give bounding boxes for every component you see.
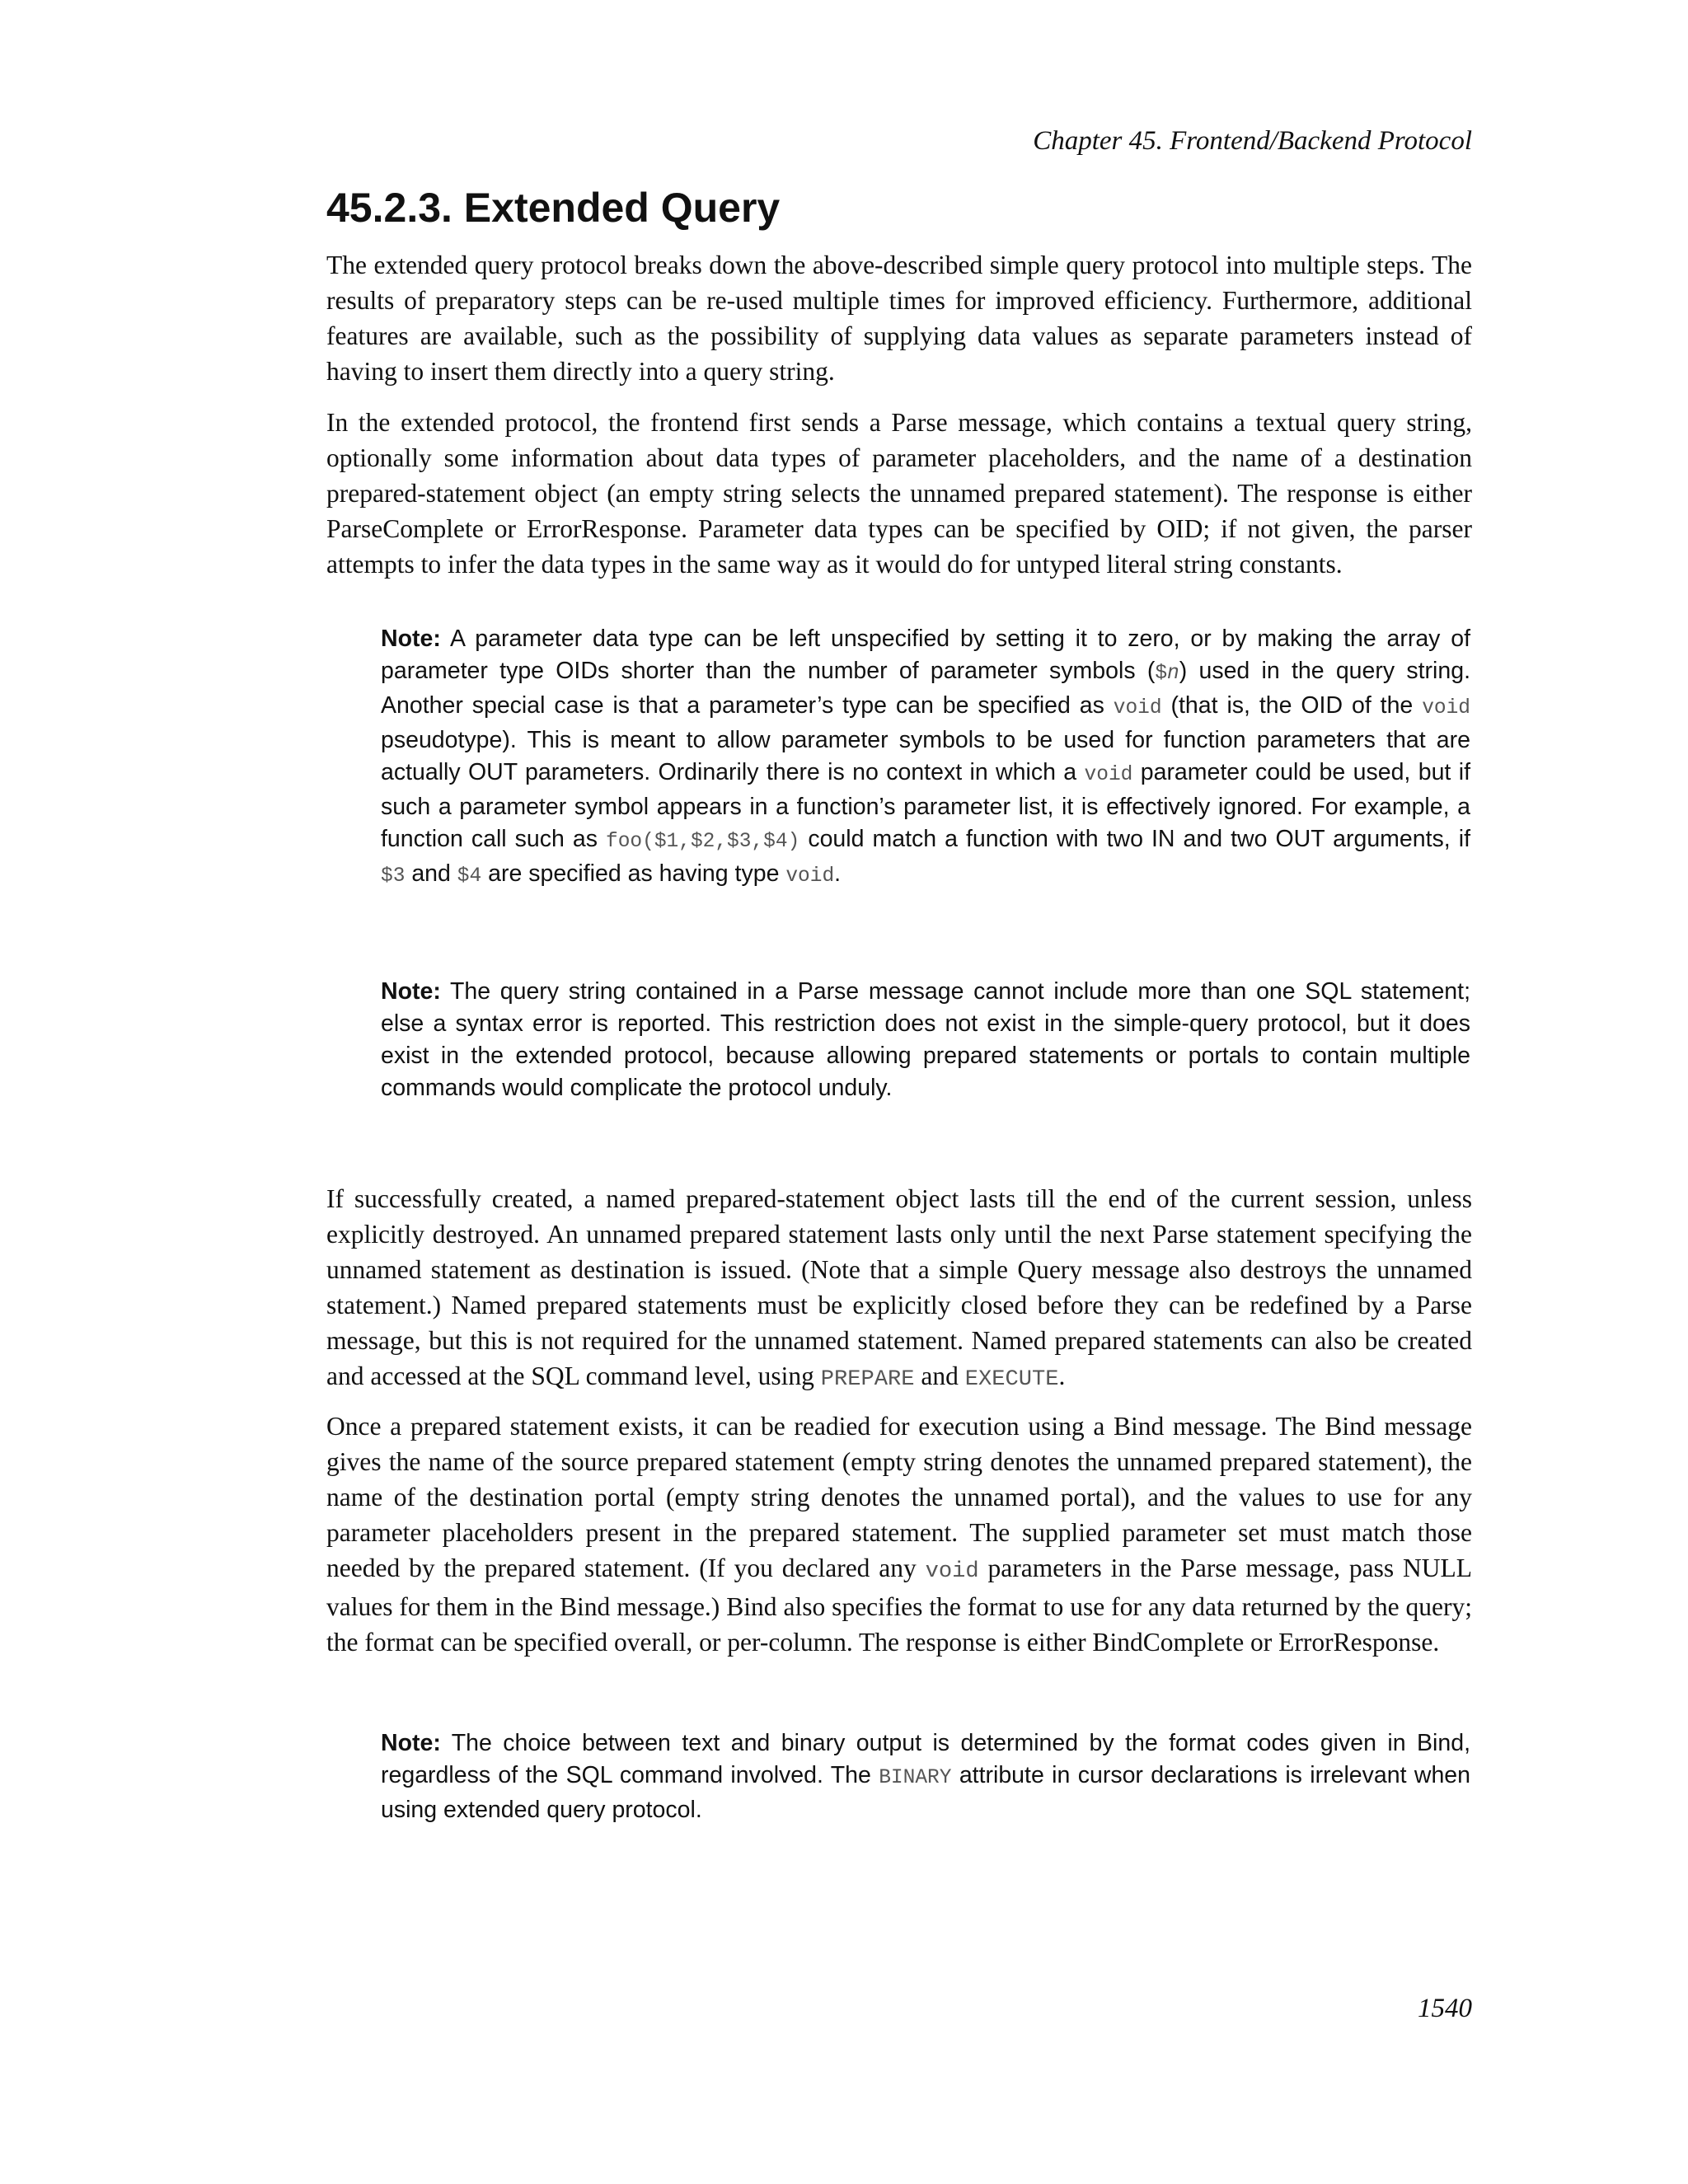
paragraph-parse-message: In the extended protocol, the frontend first sends a Parse message, which contains a textual query string, optionally some information about data types of parameter placeholders, and the name of a destination prepared-statement object (an empty string selects the unnamed prepared statement). The response is either ParseComplete or ErrorResponse. Parameter data types can be specified by OID; if not given, the parser attempts to infer the data types in the same way as it would do for untyped literal string constants. <box>326 408 1472 579</box>
code-void: void <box>1084 764 1133 786</box>
code-execute: EXECUTE <box>964 1366 1059 1392</box>
note-parameter-types: Note: A parameter data type can be left unspecified by setting it to zero, or by making the array of parameter type OIDs shorter than the number of parameter symbols ($n) used in the query string. Another special case is that a parameter’s type can be specified as void (that is, the OID of the void pseudotype). This is meant to allow parameter symbols to be used for function parameters that are actually OUT parameters. Ordinarily there is no context in which a void parameter could be used, but if such a parameter symbol appears in a function’s parameter list, it is effectively ignored. For example, a function call such as foo($1,$2,$3,$4) could match a function with two IN and two OUT arguments, if $3 and $4 are specified as having type void. <box>381 626 1470 888</box>
code-prepare: PREPARE <box>820 1366 915 1392</box>
code-function-call: foo($1,$2,$3,$4) <box>606 831 800 853</box>
note-single-statement: Note: The query string contained in a Parse message cannot include more than one SQL statement; else a syntax error is reported. This restriction does not exist in the simple-query protocol, but it does exist in the extended protocol, because allowing prepared statements or portals to contain multiple commands would complicate the protocol unduly. <box>381 978 1470 1101</box>
code-void: void <box>1422 697 1470 719</box>
paragraph-bind-message: Once a prepared statement exists, it can be readied for execution using a Bind message. The Bind message gives the name of the source prepared statement (empty string denotes the unnamed prepared statement), the name of the destination portal (empty string denotes the unnamed portal), and the values to use for any parameter placeholders present in the prepared statement. The supplied parameter set must match those needed by the prepared statement. (If you declared any void parameters in the Parse message, pass NULL values for them in the Bind message.) Bind also specifies the format to use for any data returned by the query; the format can be specified overall, or per-column. The response is either BindComplete or ErrorResponse. <box>326 1412 1472 1657</box>
note-label: Note: <box>381 1730 441 1756</box>
code-param-3: $3 <box>381 865 406 888</box>
paragraph-intro: The extended query protocol breaks down the above-described simple query protocol into multiple steps. The results of preparatory steps can be re-used multiple times for improved efficiency. Furthermore, additional features are available, such as the possibility of supplying data values as separate parameters instead of having to insert them directly into a query string. <box>326 251 1472 386</box>
code-param-4: $4 <box>457 865 482 888</box>
code-void: void <box>925 1558 979 1584</box>
running-header: Chapter 45. Frontend/Backend Protocol <box>1033 126 1472 156</box>
paragraph-named-statements: If successfully created, a named prepared-statement object lasts till the end of the current session, unless explicitly destroyed. An unnamed prepared statement lasts only until the next Parse statement specifying the unnamed statement as destination is issued. (Note that a simple Query message also destroys the unnamed statement.) Named prepared statements must be explicitly closed before they can be redefined by a Parse message, but this is not required for the unnamed statement. Named prepared statements can also be created and accessed at the SQL command level, using PREPARE and EXECUTE. <box>326 1184 1472 1392</box>
code-void: void <box>1113 697 1162 719</box>
code-void: void <box>785 865 835 888</box>
page-number: 1540 <box>1418 1994 1472 2023</box>
note-label: Note: <box>381 626 441 652</box>
code-binary: BINARY <box>879 1767 952 1789</box>
section-title: 45.2.3. Extended Query <box>326 185 781 231</box>
note-label: Note: <box>381 978 441 1005</box>
code-param-symbol: $n <box>1155 663 1179 685</box>
note-binary-output: Note: The choice between text and binary output is determined by the format codes given in Bind, regardless of the SQL command involved. The BINARY attribute in cursor declarations is irrelevant when using extended query protocol. <box>381 1730 1470 1823</box>
